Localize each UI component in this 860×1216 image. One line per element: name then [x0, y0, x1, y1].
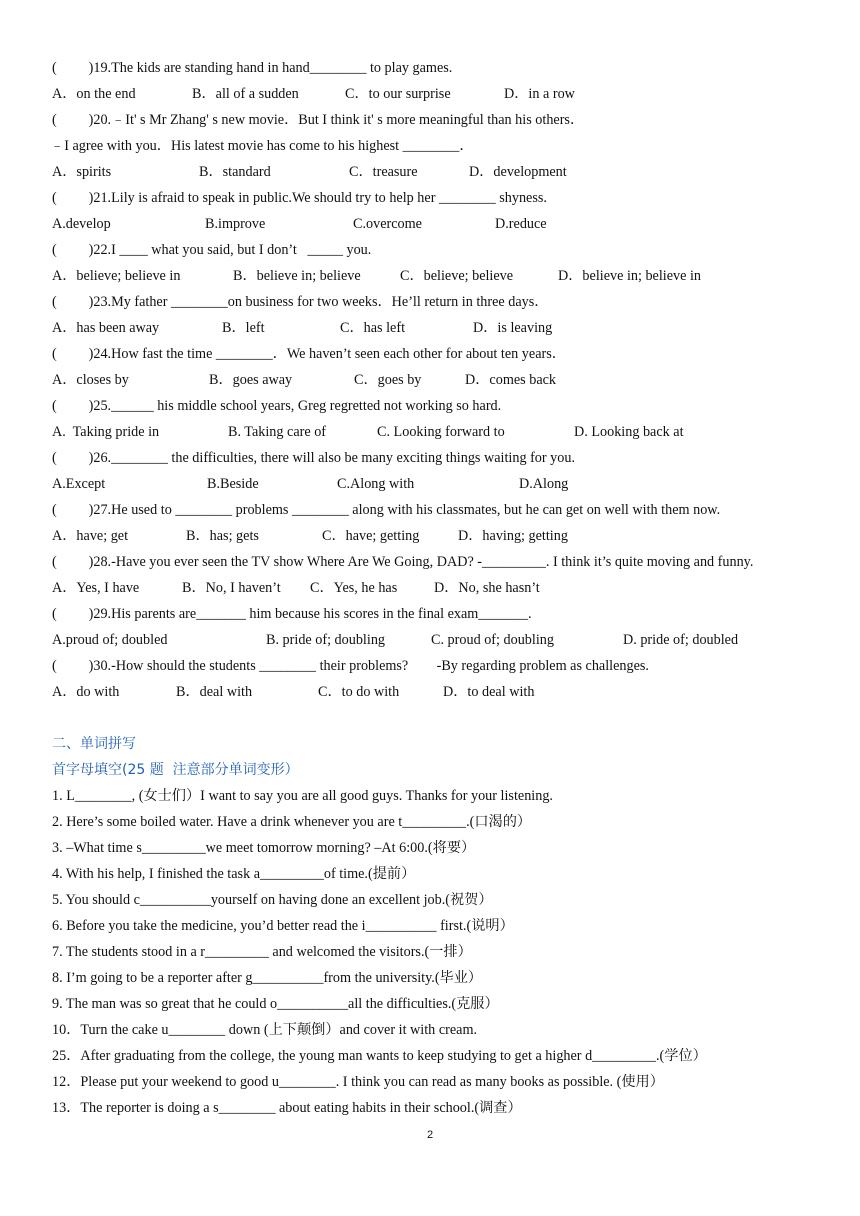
option-d: D．having; getting	[458, 528, 568, 544]
option-d: D．in a row	[504, 86, 575, 102]
option-a: A．spirits	[52, 164, 112, 180]
question-stem-continued: ﹣I agree with you．His latest movie has come to his highest ________．	[50, 138, 474, 154]
option-d: D. pride of; doubled	[623, 632, 739, 648]
spelling-item: 7. The students stood in a r_________ and welcomed the visitors.(一排）	[52, 944, 472, 960]
spelling-item: 10．Turn the cake u________ down (上下颠倒）and cover it with cream.	[52, 1022, 478, 1038]
option-c: C.Along with	[337, 476, 415, 492]
option-b: B．goes away	[209, 372, 293, 388]
option-b: B．believe in; believe	[233, 268, 361, 284]
option-b: B．has; gets	[186, 528, 259, 544]
question-stem: ( )25.______ his middle school years, Greg regretted not working so hard.	[52, 398, 502, 414]
option-a: A．do with	[52, 684, 120, 700]
option-c: C．believe; believe	[400, 268, 514, 284]
option-a: A.develop	[52, 216, 111, 232]
question-stem: ( )21.Lily is afraid to speak in public.We should try to help her ________ shyness.	[52, 190, 547, 206]
option-b: B.Beside	[207, 476, 259, 492]
option-c: C．goes by	[354, 372, 422, 388]
page-number: 2	[426, 1129, 434, 1141]
spelling-item: 13．The reporter is doing a s________ about eating habits in their school.(调查）	[52, 1100, 522, 1116]
spelling-item: 2. Here’s some boiled water. Have a drink whenever you are t_________.(口渴的）	[52, 814, 532, 830]
option-c: C．Yes, he has	[310, 580, 398, 596]
spelling-item: 6. Before you take the medicine, you’d better read the i__________ first.(说明）	[52, 918, 514, 934]
question-stem: ( )29.His parents are_______ him because his scores in the final exam_______.	[52, 606, 532, 622]
option-b: B．standard	[199, 164, 271, 180]
section-subtitle: 首字母填空(25 题 注意部分单词变形）	[52, 762, 299, 778]
option-b: B．No, I haven’t	[182, 580, 281, 596]
option-d: D. Looking back at	[574, 424, 684, 440]
option-b: B. Taking care of	[228, 424, 327, 440]
spelling-item: 8. I’m going to be a reporter after g__________from the university.(毕业）	[52, 970, 483, 986]
spelling-item: 9. The man was so great that he could o__________all the difficulties.(克服）	[52, 996, 499, 1012]
question-stem: ( )20.﹣It' s Mr Zhang' s new movie．But I think it' s more meaningful than his others．	[52, 112, 585, 128]
option-d: D．is leaving	[473, 320, 553, 336]
option-a: A．believe; believe in	[52, 268, 181, 284]
option-a: A．have; get	[52, 528, 129, 544]
question-stem: ( )28.-Have you ever seen the TV show Where Are We Going, DAD? -_________. I think it’s quite moving and funny.	[52, 554, 754, 570]
option-a: A．Yes, I have	[52, 580, 140, 596]
option-a: A.proud of; doubled	[52, 632, 168, 648]
option-a: A．on the end	[52, 86, 136, 102]
spelling-item: 1. L________, (女士们）I want to say you are all good guys. Thanks for your listening.	[52, 788, 553, 804]
question-stem: ( )19.The kids are standing hand in hand________ to play games.	[52, 60, 453, 76]
option-d: D．comes back	[465, 372, 557, 388]
option-c: C．has left	[340, 320, 406, 336]
question-stem: ( )30.-How should the students ________ their problems? -By regarding problem as challenges.	[52, 658, 649, 674]
option-a: A. Taking pride in	[52, 424, 160, 440]
option-b: B．deal with	[176, 684, 253, 700]
option-d: D．to deal with	[443, 684, 535, 700]
question-stem: ( )26.________ the difficulties, there will also be many exciting things waiting for you.	[52, 450, 576, 466]
spelling-item: 3. –What time s_________we meet tomorrow morning? –At 6:00.(将要）	[52, 840, 476, 856]
spelling-item: 12．Please put your weekend to good u________. I think you can read as many books as possible. (使用）	[52, 1074, 664, 1090]
option-c: C.overcome	[353, 216, 422, 232]
option-c: C. proud of; doubling	[431, 632, 554, 648]
option-d: D.reduce	[495, 216, 547, 232]
option-a: A．has been away	[52, 320, 160, 336]
option-d: D．No, she hasn’t	[434, 580, 540, 596]
option-d: D．believe in; believe in	[558, 268, 702, 284]
question-stem: ( )24.How fast the time ________．We haven’t seen each other for about ten years．	[52, 346, 566, 362]
option-d: D．development	[469, 164, 567, 180]
option-c: C. Looking forward to	[377, 424, 505, 440]
question-stem: ( )23.My father ________on business for two weeks．He’ll return in three days．	[52, 294, 549, 310]
option-b: B.improve	[205, 216, 266, 232]
option-b: B．left	[222, 320, 265, 336]
option-c: C．have; getting	[322, 528, 420, 544]
option-b: B. pride of; doubling	[266, 632, 386, 648]
spelling-item: 25．After graduating from the college, the young man wants to keep studying to get a higher d_________.(学位）	[52, 1048, 707, 1064]
option-d: D.Along	[519, 476, 569, 492]
option-a: A.Except	[52, 476, 106, 492]
option-a: A．closes by	[52, 372, 129, 388]
section-title: 二、单词拼写	[52, 736, 136, 752]
spelling-item: 4. With his help, I finished the task a_________of time.(提前）	[52, 866, 416, 882]
option-b: B．all of a sudden	[192, 86, 299, 102]
question-stem: ( )27.He used to ________ problems ________ along with his classmates, but he can get on well with them now.	[52, 502, 721, 518]
option-c: C．to our surprise	[345, 86, 451, 102]
spelling-item: 5. You should c__________yourself on having done an excellent job.(祝贺）	[52, 892, 493, 908]
question-stem: ( )22.I ____ what you said, but I don’t _____ you.	[52, 242, 372, 258]
option-c: C．to do with	[318, 684, 400, 700]
option-c: C．treasure	[349, 164, 418, 180]
